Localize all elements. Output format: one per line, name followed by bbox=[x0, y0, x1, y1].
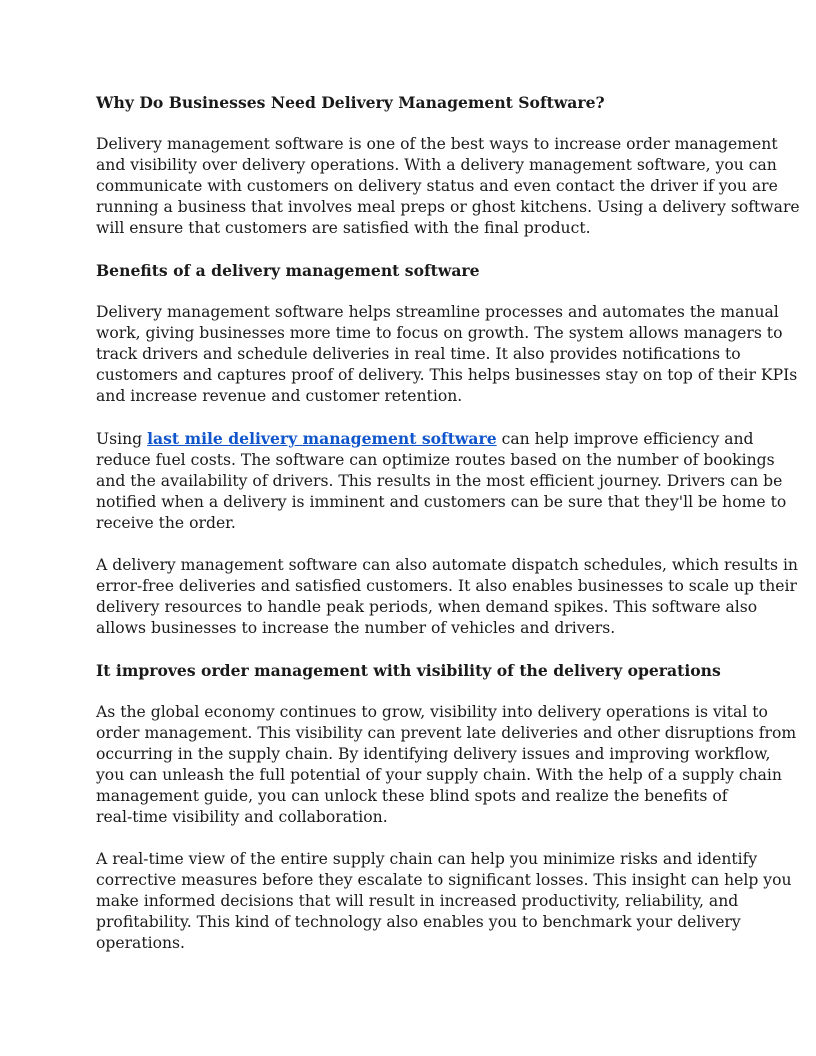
section-heading: Benefits of a delivery management software bbox=[96, 261, 480, 280]
text-line: Delivery management software is one of the best ways to increase order management bbox=[96, 135, 778, 153]
text-line: customers and captures proof of delivery. This helps businesses stay on top of their KPIs bbox=[96, 366, 798, 384]
text-line: error-free deliveries and satisfied customers. It also enables businesses to scale up their bbox=[96, 577, 797, 595]
text-line-with-link bbox=[96, 428, 754, 450]
text-line: will ensure that customers are satisfied with the final product. bbox=[96, 219, 591, 237]
text-line: operations. bbox=[96, 934, 185, 952]
text-line: profitability. This kind of technology also enables you to benchmark your delivery bbox=[96, 913, 741, 931]
paragraph bbox=[96, 555, 798, 639]
paragraph bbox=[96, 428, 787, 534]
text-line: order management. This visibility can prevent late deliveries and other disruptions from bbox=[96, 724, 797, 742]
section-heading: Why Do Businesses Need Delivery Management Software? bbox=[96, 93, 605, 112]
last-mile-software-link[interactable]: last mile delivery management software bbox=[147, 429, 497, 448]
paragraph bbox=[96, 702, 797, 828]
text-line: real-time visibility and collaboration. bbox=[96, 808, 388, 826]
text-line: reduce fuel costs. The software can optimize routes based on the number of bookings bbox=[96, 451, 775, 469]
text-line: communicate with customers on delivery status and even contact the driver if you are bbox=[96, 177, 778, 195]
text-line: notified when a delivery is imminent and customers can be sure that they'll be home to bbox=[96, 493, 787, 511]
paragraph bbox=[96, 134, 800, 239]
paragraph bbox=[96, 302, 798, 407]
section-heading: It improves order management with visibility of the delivery operations bbox=[96, 661, 721, 680]
text-line: Delivery management software helps streamline processes and automates the manual bbox=[96, 303, 779, 321]
text-line: and the availability of drivers. This results in the most efficient journey. Drivers can be bbox=[96, 472, 783, 490]
link-suffix-text: can help improve efficiency and bbox=[496, 430, 754, 448]
paragraph bbox=[96, 849, 792, 954]
text-line: corrective measures before they escalate to significant losses. This insight can help you bbox=[96, 871, 792, 889]
text-line: track drivers and schedule deliveries in real time. It also provides notifications to bbox=[96, 345, 741, 363]
document-page bbox=[96, 92, 800, 975]
text-line: receive the order. bbox=[96, 514, 236, 532]
text-line: management guide, you can unlock these blind spots and realize the benefits of bbox=[96, 787, 728, 805]
text-line: A delivery management software can also automate dispatch schedules, which results in bbox=[96, 556, 798, 574]
link-prefix-text: Using bbox=[96, 430, 148, 448]
text-line: As the global economy continues to grow, visibility into delivery operations is vital to bbox=[96, 703, 768, 721]
text-line: occurring in the supply chain. By identifying delivery issues and improving workflow, bbox=[96, 745, 771, 763]
text-line: allows businesses to increase the number of vehicles and drivers. bbox=[96, 619, 616, 637]
text-line: delivery resources to handle peak periods, when demand spikes. This software also bbox=[96, 598, 758, 616]
text-line: you can unleash the full potential of your supply chain. With the help of a supply chain bbox=[96, 766, 782, 784]
text-line: and increase revenue and customer retention. bbox=[96, 387, 463, 405]
text-line: make informed decisions that will result in increased productivity, reliability, and bbox=[96, 892, 739, 910]
text-line: and visibility over delivery operations. With a delivery management software, you can bbox=[96, 156, 777, 174]
text-line: A real-time view of the entire supply chain can help you minimize risks and identify bbox=[96, 850, 758, 868]
text-line: work, giving businesses more time to focus on growth. The system allows managers to bbox=[96, 324, 783, 342]
text-line: running a business that involves meal preps or ghost kitchens. Using a delivery software bbox=[96, 198, 800, 216]
